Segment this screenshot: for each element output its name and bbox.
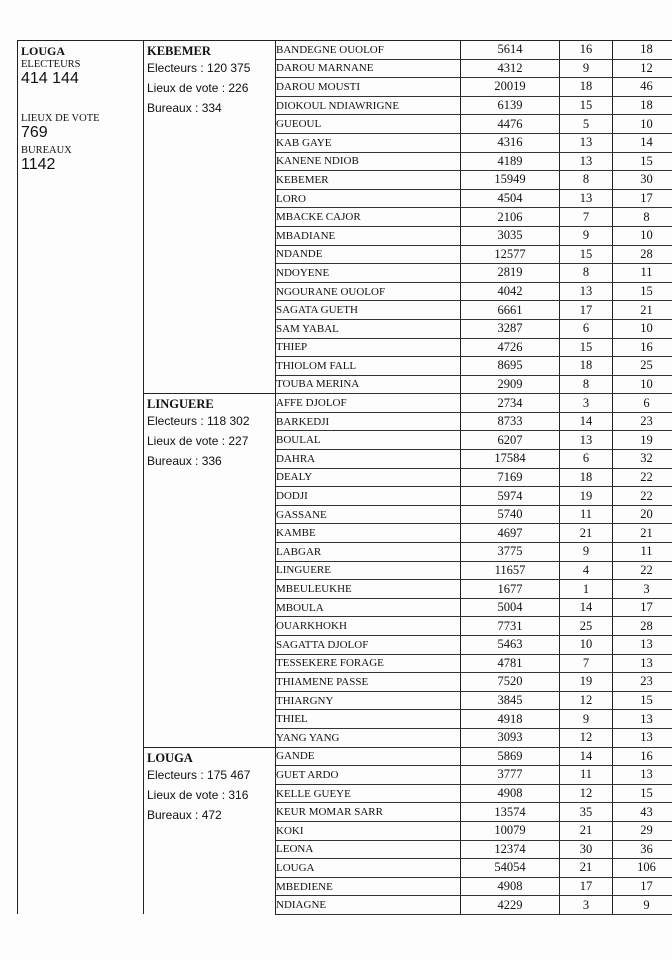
- commune-name: TOUBA MERINA: [276, 375, 461, 394]
- commune-electeurs: 13574: [461, 803, 560, 822]
- commune-bureaux: 11: [613, 543, 672, 562]
- commune-bureaux: 22: [613, 487, 672, 506]
- commune-name: MBEULEUKHE: [276, 580, 461, 599]
- commune-lieux: 16: [560, 41, 613, 60]
- commune-electeurs: 12374: [461, 840, 560, 859]
- commune-name: LINGUERE: [276, 561, 461, 580]
- commune-bureaux: 16: [613, 747, 672, 766]
- commune-electeurs: 4697: [461, 524, 560, 543]
- commune-bureaux: 10: [613, 319, 672, 338]
- commune-electeurs: 1677: [461, 580, 560, 599]
- commune-bureaux: 15: [613, 282, 672, 301]
- commune-lieux: 13: [560, 189, 613, 208]
- commune-bureaux: 15: [613, 784, 672, 803]
- commune-name: DAHRA: [276, 450, 461, 469]
- commune-name: SAGATA GUETH: [276, 301, 461, 320]
- commune-electeurs: 54054: [461, 859, 560, 878]
- commune-bureaux: 16: [613, 338, 672, 357]
- commune-electeurs: 4189: [461, 152, 560, 171]
- commune-name: MBOULA: [276, 598, 461, 617]
- commune-electeurs: 4504: [461, 189, 560, 208]
- commune-lieux: 12: [560, 691, 613, 710]
- department-name: LOUGA: [147, 750, 193, 765]
- commune-name: LEONA: [276, 840, 461, 859]
- commune-lieux: 15: [560, 96, 613, 115]
- region-name: LOUGA: [21, 44, 66, 58]
- commune-electeurs: 17584: [461, 450, 560, 469]
- commune-electeurs: 4316: [461, 133, 560, 152]
- commune-electeurs: 3845: [461, 691, 560, 710]
- commune-electeurs: 4229: [461, 896, 560, 915]
- commune-lieux: 21: [560, 859, 613, 878]
- commune-lieux: 5: [560, 115, 613, 134]
- commune-electeurs: 3093: [461, 728, 560, 747]
- commune-bureaux: 12: [613, 59, 672, 78]
- commune-name: KOKI: [276, 821, 461, 840]
- commune-lieux: 13: [560, 133, 613, 152]
- department-electeurs: Electeurs : 118 302: [147, 414, 250, 429]
- commune-lieux: 25: [560, 617, 613, 636]
- department-name: LINGUERE: [147, 397, 214, 412]
- commune-name: THIEP: [276, 338, 461, 357]
- commune-name: KAB GAYE: [276, 133, 461, 152]
- commune-electeurs: 15949: [461, 171, 560, 190]
- department-lieux: Lieux de vote : 227: [147, 434, 249, 449]
- commune-bureaux: 3: [613, 580, 672, 599]
- commune-name: MBEDIENE: [276, 877, 461, 896]
- region-electeurs-value: 414 144: [21, 70, 79, 87]
- table-row: [18, 41, 672, 60]
- department-bureaux: Bureaux : 472: [147, 807, 222, 822]
- commune-bureaux: 13: [613, 710, 672, 729]
- commune-name: LABGAR: [276, 543, 461, 562]
- commune-bureaux: 36: [613, 840, 672, 859]
- commune-bureaux: 8: [613, 208, 672, 227]
- commune-name: THIOLOM FALL: [276, 357, 461, 376]
- commune-name: THIAMENE PASSE: [276, 673, 461, 692]
- commune-bureaux: 18: [613, 96, 672, 115]
- commune-name: KELLE GUEYE: [276, 784, 461, 803]
- commune-lieux: 18: [560, 78, 613, 97]
- commune-lieux: 19: [560, 673, 613, 692]
- commune-lieux: 9: [560, 710, 613, 729]
- commune-name: KAMBE: [276, 524, 461, 543]
- commune-bureaux: 25: [613, 357, 672, 376]
- commune-bureaux: 29: [613, 821, 672, 840]
- commune-lieux: 17: [560, 877, 613, 896]
- commune-name: GASSANE: [276, 505, 461, 524]
- commune-lieux: 13: [560, 152, 613, 171]
- commune-lieux: 6: [560, 319, 613, 338]
- commune-name: DIOKOUL NDIAWRIGNE: [276, 96, 461, 115]
- commune-bureaux: 15: [613, 691, 672, 710]
- region-lieux-label: LIEUX DE VOTE: [21, 113, 100, 124]
- commune-lieux: 35: [560, 803, 613, 822]
- commune-electeurs: 4908: [461, 784, 560, 803]
- commune-electeurs: 3775: [461, 543, 560, 562]
- commune-lieux: 10: [560, 636, 613, 655]
- commune-lieux: 15: [560, 338, 613, 357]
- commune-lieux: 8: [560, 375, 613, 394]
- commune-lieux: 18: [560, 357, 613, 376]
- commune-electeurs: 5004: [461, 598, 560, 617]
- commune-lieux: 18: [560, 468, 613, 487]
- commune-electeurs: 5869: [461, 747, 560, 766]
- commune-name: BANDEGNE OUOLOF: [276, 41, 461, 60]
- commune-name: DAROU MOUSTI: [276, 78, 461, 97]
- commune-bureaux: 46: [613, 78, 672, 97]
- commune-name: NDOYENE: [276, 264, 461, 283]
- commune-electeurs: 8733: [461, 412, 560, 431]
- commune-electeurs: 7169: [461, 468, 560, 487]
- commune-lieux: 9: [560, 543, 613, 562]
- commune-electeurs: 12577: [461, 245, 560, 264]
- department-bureaux: Bureaux : 336: [147, 454, 222, 469]
- commune-name: GUEOUL: [276, 115, 461, 134]
- commune-electeurs: 8695: [461, 357, 560, 376]
- region-electeurs-label: ELECTEURS: [21, 59, 81, 70]
- department-cell: [144, 394, 276, 747]
- commune-lieux: 12: [560, 728, 613, 747]
- department-lieux: Lieux de vote : 316: [147, 787, 249, 802]
- commune-lieux: 12: [560, 784, 613, 803]
- commune-lieux: 8: [560, 171, 613, 190]
- commune-name: DEALY: [276, 468, 461, 487]
- commune-bureaux: 32: [613, 450, 672, 469]
- commune-bureaux: 9: [613, 896, 672, 915]
- commune-bureaux: 14: [613, 133, 672, 152]
- electoral-table-body: [18, 41, 672, 915]
- commune-electeurs: 6139: [461, 96, 560, 115]
- commune-electeurs: 2819: [461, 264, 560, 283]
- region-bureaux-value: 1142: [21, 156, 56, 173]
- commune-electeurs: 7731: [461, 617, 560, 636]
- commune-electeurs: 20019: [461, 78, 560, 97]
- commune-bureaux: 21: [613, 524, 672, 543]
- commune-bureaux: 13: [613, 654, 672, 673]
- commune-bureaux: 10: [613, 375, 672, 394]
- commune-name: TESSEKERE FORAGE: [276, 654, 461, 673]
- commune-name: GUET ARDO: [276, 766, 461, 785]
- commune-bureaux: 106: [613, 859, 672, 878]
- commune-bureaux: 22: [613, 561, 672, 580]
- commune-lieux: 21: [560, 524, 613, 543]
- commune-lieux: 9: [560, 59, 613, 78]
- commune-lieux: 14: [560, 747, 613, 766]
- department-electeurs: Electeurs : 120 375: [147, 61, 251, 75]
- commune-electeurs: 6661: [461, 301, 560, 320]
- commune-lieux: 17: [560, 301, 613, 320]
- commune-bureaux: 17: [613, 877, 672, 896]
- commune-lieux: 15: [560, 245, 613, 264]
- department-cell: [144, 747, 276, 914]
- commune-name: NGOURANE OUOLOF: [276, 282, 461, 301]
- commune-lieux: 3: [560, 896, 613, 915]
- commune-electeurs: 5463: [461, 636, 560, 655]
- commune-electeurs: 4781: [461, 654, 560, 673]
- commune-lieux: 8: [560, 264, 613, 283]
- commune-name: DAROU MARNANE: [276, 59, 461, 78]
- commune-lieux: 14: [560, 598, 613, 617]
- commune-bureaux: 20: [613, 505, 672, 524]
- commune-name: BOULAL: [276, 431, 461, 450]
- department-name: KEBEMER: [147, 44, 211, 58]
- commune-bureaux: 18: [613, 41, 672, 60]
- commune-lieux: 13: [560, 431, 613, 450]
- commune-electeurs: 3287: [461, 319, 560, 338]
- commune-lieux: 3: [560, 394, 613, 413]
- commune-name: MBACKE CAJOR: [276, 208, 461, 227]
- commune-name: THIARGNY: [276, 691, 461, 710]
- commune-electeurs: 10079: [461, 821, 560, 840]
- commune-electeurs: 4918: [461, 710, 560, 729]
- commune-electeurs: 4042: [461, 282, 560, 301]
- commune-electeurs: 4726: [461, 338, 560, 357]
- commune-name: BARKEDJI: [276, 412, 461, 431]
- commune-electeurs: 6207: [461, 431, 560, 450]
- department-bureaux: Bureaux : 334: [147, 101, 222, 115]
- commune-bureaux: 13: [613, 728, 672, 747]
- commune-electeurs: 5614: [461, 41, 560, 60]
- electoral-table: [17, 40, 672, 915]
- department-cell: [144, 41, 276, 394]
- commune-lieux: 7: [560, 654, 613, 673]
- commune-lieux: 6: [560, 450, 613, 469]
- commune-electeurs: 3035: [461, 226, 560, 245]
- commune-name: YANG YANG: [276, 728, 461, 747]
- commune-bureaux: 10: [613, 115, 672, 134]
- commune-bureaux: 17: [613, 598, 672, 617]
- commune-bureaux: 28: [613, 245, 672, 264]
- spacer: [21, 91, 143, 113]
- commune-electeurs: 2106: [461, 208, 560, 227]
- commune-electeurs: 4476: [461, 115, 560, 134]
- commune-name: KEBEMER: [276, 171, 461, 190]
- commune-lieux: 11: [560, 766, 613, 785]
- commune-name: KANENE NDIOB: [276, 152, 461, 171]
- commune-name: LOUGA: [276, 859, 461, 878]
- commune-bureaux: 21: [613, 301, 672, 320]
- commune-bureaux: 17: [613, 189, 672, 208]
- commune-bureaux: 30: [613, 171, 672, 190]
- department-lieux: Lieux de vote : 226: [147, 81, 249, 95]
- commune-electeurs: 7520: [461, 673, 560, 692]
- department-electeurs: Electeurs : 175 467: [147, 767, 251, 782]
- commune-name: NDANDE: [276, 245, 461, 264]
- commune-lieux: 14: [560, 412, 613, 431]
- commune-bureaux: 19: [613, 431, 672, 450]
- commune-name: THIEL: [276, 710, 461, 729]
- commune-bureaux: 11: [613, 264, 672, 283]
- commune-bureaux: 6: [613, 394, 672, 413]
- commune-electeurs: 5974: [461, 487, 560, 506]
- commune-lieux: 1: [560, 580, 613, 599]
- commune-bureaux: 23: [613, 673, 672, 692]
- commune-name: MBADIANE: [276, 226, 461, 245]
- commune-bureaux: 28: [613, 617, 672, 636]
- commune-name: LORO: [276, 189, 461, 208]
- commune-electeurs: 5740: [461, 505, 560, 524]
- commune-lieux: 11: [560, 505, 613, 524]
- commune-lieux: 7: [560, 208, 613, 227]
- commune-lieux: 30: [560, 840, 613, 859]
- commune-name: OUARKHOKH: [276, 617, 461, 636]
- commune-electeurs: 2734: [461, 394, 560, 413]
- commune-bureaux: 13: [613, 766, 672, 785]
- commune-name: SAM YABAL: [276, 319, 461, 338]
- commune-bureaux: 13: [613, 636, 672, 655]
- commune-name: SAGATTA DJOLOF: [276, 636, 461, 655]
- region-cell: [18, 41, 144, 915]
- commune-name: DODJI: [276, 487, 461, 506]
- commune-lieux: 21: [560, 821, 613, 840]
- commune-bureaux: 22: [613, 468, 672, 487]
- commune-lieux: 9: [560, 226, 613, 245]
- commune-bureaux: 23: [613, 412, 672, 431]
- region-lieux-value: 769: [21, 124, 48, 141]
- commune-bureaux: 15: [613, 152, 672, 171]
- commune-electeurs: 2909: [461, 375, 560, 394]
- commune-name: KEUR MOMAR SARR: [276, 803, 461, 822]
- commune-bureaux: 43: [613, 803, 672, 822]
- commune-lieux: 19: [560, 487, 613, 506]
- commune-electeurs: 11657: [461, 561, 560, 580]
- commune-lieux: 13: [560, 282, 613, 301]
- commune-bureaux: 10: [613, 226, 672, 245]
- commune-electeurs: 4312: [461, 59, 560, 78]
- commune-name: AFFE DJOLOF: [276, 394, 461, 413]
- region-bureaux-label: BUREAUX: [21, 145, 72, 156]
- commune-name: GANDE: [276, 747, 461, 766]
- commune-name: NDIAGNE: [276, 896, 461, 915]
- commune-electeurs: 4908: [461, 877, 560, 896]
- commune-electeurs: 3777: [461, 766, 560, 785]
- commune-lieux: 4: [560, 561, 613, 580]
